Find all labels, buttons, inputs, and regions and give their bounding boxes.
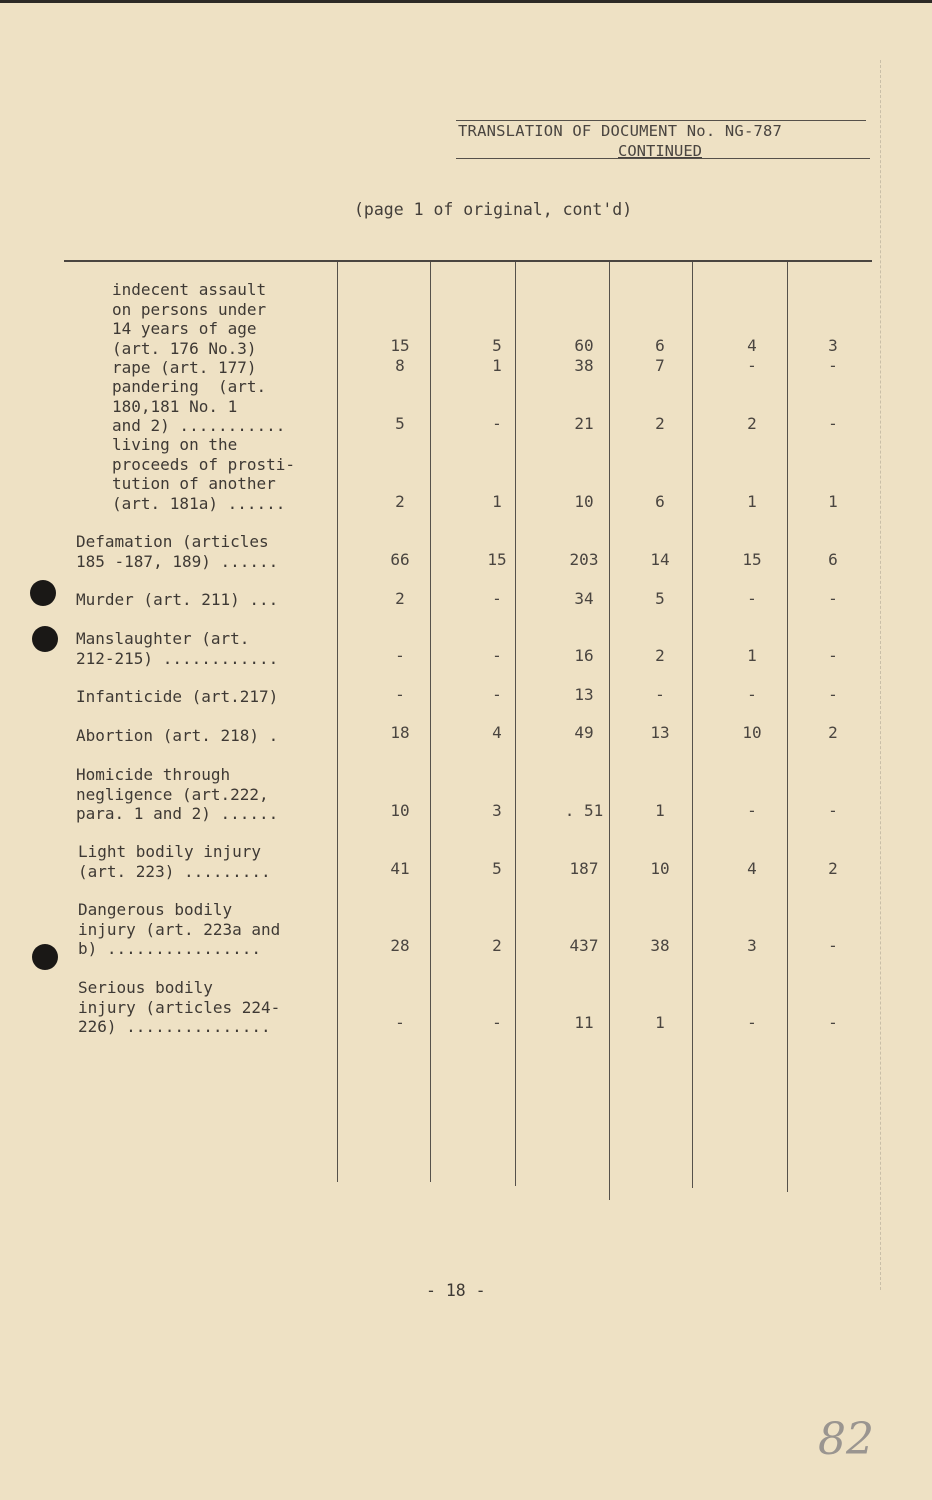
table-cell: 15 bbox=[487, 550, 507, 569]
table-cell: 1 bbox=[828, 492, 838, 511]
table-cell: - bbox=[492, 414, 502, 433]
row-label: Defamation (articles 185 -187, 189) ...... bbox=[76, 532, 279, 571]
table-cell: 34 bbox=[574, 589, 594, 608]
table-cell: 2 bbox=[655, 646, 665, 665]
table-cell: - bbox=[747, 801, 757, 820]
row-label: pandering (art. 180,181 No. 1 and 2) ........... bbox=[112, 377, 286, 435]
row-label: rape (art. 177) bbox=[112, 358, 257, 377]
table-cell: 16 bbox=[574, 646, 594, 665]
table-cell: 2 bbox=[395, 589, 405, 608]
column-divider-6 bbox=[787, 262, 788, 1192]
table-cell: 203 bbox=[569, 550, 599, 569]
table-cell: - bbox=[492, 685, 502, 704]
handwritten-page-mark: 82 bbox=[818, 1414, 874, 1465]
table-cell: - bbox=[492, 646, 502, 665]
table-cell: 41 bbox=[390, 859, 410, 878]
table-cell: 13 bbox=[574, 685, 594, 704]
table-cell: 3 bbox=[828, 336, 838, 355]
table-cell: 1 bbox=[747, 646, 757, 665]
row-label: living on the proceeds of prosti- tution of another (art. 181a) ...... bbox=[112, 435, 296, 513]
table-cell: 14 bbox=[650, 550, 670, 569]
header-rule-bottom bbox=[456, 158, 870, 159]
table-cell: 6 bbox=[655, 336, 665, 355]
row-label: Murder (art. 211) ... bbox=[76, 590, 279, 609]
table-cell: 2 bbox=[655, 414, 665, 433]
table-cell: 1 bbox=[655, 801, 665, 820]
table-cell: 10 bbox=[574, 492, 594, 511]
document-subtitle: CONTINUED bbox=[618, 142, 702, 160]
punch-hole-3 bbox=[32, 944, 58, 970]
table-cell: 21 bbox=[574, 414, 594, 433]
table-cell: 4 bbox=[492, 723, 502, 742]
row-label: Manslaughter (art. 212-215) ............ bbox=[76, 629, 279, 668]
table-cell: 4 bbox=[747, 859, 757, 878]
table-cell: - bbox=[828, 936, 838, 955]
table-cell: - bbox=[395, 646, 405, 665]
row-label: indecent assault on persons under 14 years of age (art. 176 No.3) bbox=[112, 280, 267, 358]
punch-hole-1 bbox=[30, 580, 56, 606]
column-divider-1 bbox=[337, 262, 338, 1182]
table-cell: . 51 bbox=[564, 801, 604, 820]
table-cell: - bbox=[395, 1013, 405, 1032]
scan-top-edge bbox=[0, 0, 932, 3]
document-header bbox=[456, 118, 870, 162]
table-cell: 6 bbox=[828, 550, 838, 569]
table-top-rule bbox=[64, 260, 872, 262]
table-cell: - bbox=[828, 685, 838, 704]
table-cell: 3 bbox=[492, 801, 502, 820]
table-cell: - bbox=[747, 685, 757, 704]
table-cell: 11 bbox=[574, 1013, 594, 1032]
table-cell: 10 bbox=[742, 723, 762, 742]
table-cell: 5 bbox=[655, 589, 665, 608]
table-cell: 5 bbox=[492, 336, 502, 355]
table-cell: 15 bbox=[742, 550, 762, 569]
table-cell: 10 bbox=[650, 859, 670, 878]
table-cell: 1 bbox=[655, 1013, 665, 1032]
table-cell: - bbox=[747, 356, 757, 375]
table-cell: - bbox=[492, 1013, 502, 1032]
row-label: Homicide through negligence (art.222, para. 1 and 2) ...... bbox=[76, 765, 279, 823]
table-cell: - bbox=[828, 646, 838, 665]
table-cell: 4 bbox=[747, 336, 757, 355]
table-cell: - bbox=[655, 685, 665, 704]
table-cell: - bbox=[395, 685, 405, 704]
document-title: TRANSLATION OF DOCUMENT No. NG-787 bbox=[458, 122, 783, 140]
column-divider-2 bbox=[430, 262, 431, 1182]
table-cell: 2 bbox=[395, 492, 405, 511]
table-cell: 437 bbox=[569, 936, 599, 955]
table-cell: 1 bbox=[492, 492, 502, 511]
table-cell: 187 bbox=[569, 859, 599, 878]
row-label: Abortion (art. 218) . bbox=[76, 726, 279, 745]
page-number: - 18 - bbox=[426, 1281, 486, 1300]
table-cell: 38 bbox=[574, 356, 594, 375]
table-cell: - bbox=[828, 1013, 838, 1032]
table-cell: 2 bbox=[492, 936, 502, 955]
table-cell: 18 bbox=[390, 723, 410, 742]
row-label: Light bodily injury (art. 223) ......... bbox=[78, 842, 271, 881]
table-cell: 2 bbox=[747, 414, 757, 433]
table-cell: 15 bbox=[390, 336, 410, 355]
table-cell: 3 bbox=[747, 936, 757, 955]
table-cell: 66 bbox=[390, 550, 410, 569]
table-cell: - bbox=[828, 589, 838, 608]
table-cell: - bbox=[828, 801, 838, 820]
header-rule-top bbox=[456, 120, 866, 121]
table-cell: 2 bbox=[828, 859, 838, 878]
column-divider-4 bbox=[609, 262, 610, 1200]
table-cell: 13 bbox=[650, 723, 670, 742]
page-note: (page 1 of original, cont'd) bbox=[354, 200, 633, 219]
table-cell: - bbox=[828, 356, 838, 375]
table-cell: 7 bbox=[655, 356, 665, 375]
scan-edge-marks bbox=[872, 60, 881, 1290]
table-cell: 6 bbox=[655, 492, 665, 511]
table-cell: 10 bbox=[390, 801, 410, 820]
table-cell: 8 bbox=[395, 356, 405, 375]
table-cell: 5 bbox=[492, 859, 502, 878]
table-cell: 1 bbox=[492, 356, 502, 375]
row-label: Dangerous bodily injury (art. 223a and b) ................ bbox=[78, 900, 281, 958]
table-cell: 5 bbox=[395, 414, 405, 433]
table-cell: 60 bbox=[574, 336, 594, 355]
punch-hole-2 bbox=[32, 626, 58, 652]
table-cell: - bbox=[492, 589, 502, 608]
table-cell: - bbox=[747, 589, 757, 608]
table-cell: 2 bbox=[828, 723, 838, 742]
row-label: Infanticide (art.217) bbox=[76, 687, 279, 706]
table-cell: - bbox=[828, 414, 838, 433]
table-cell: 28 bbox=[390, 936, 410, 955]
row-label: Serious bodily injury (articles 224- 226) ............... bbox=[78, 978, 281, 1036]
table-cell: 1 bbox=[747, 492, 757, 511]
column-divider-5 bbox=[692, 262, 693, 1188]
table-cell: 38 bbox=[650, 936, 670, 955]
table-cell: - bbox=[747, 1013, 757, 1032]
table-cell: 49 bbox=[574, 723, 594, 742]
